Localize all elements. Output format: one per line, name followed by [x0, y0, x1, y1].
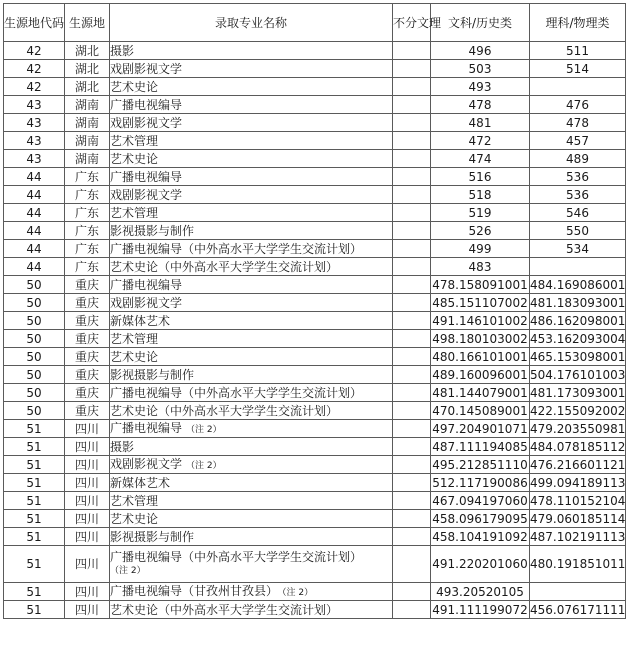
major-name-cell — [110, 168, 393, 186]
major-name-cell — [110, 492, 393, 510]
no-division-score-cell — [393, 222, 431, 240]
major-name: 艺术史论 — [110, 79, 159, 94]
science-physics-score-cell: 534 — [530, 240, 626, 258]
no-division-score-cell — [393, 150, 431, 168]
table-row — [4, 96, 626, 114]
science-physics-score-cell: 422.155092002 — [530, 403, 626, 418]
literature-history-score-cell: 481 — [431, 114, 530, 132]
origin-code-cell: 50 — [4, 294, 65, 312]
origin-code-cell: 44 — [4, 168, 65, 186]
origin-code-cell: 51 — [4, 474, 65, 492]
no-division-score-cell — [393, 528, 431, 546]
major-name: 影视摄影与制作 — [110, 367, 195, 382]
no-division-score-cell — [393, 402, 431, 420]
origin-province-cell: 重庆 — [65, 348, 110, 366]
major-name: 影视摄影与制作 — [110, 223, 195, 238]
footnote-marker: （注 2） — [186, 460, 222, 471]
science-physics-score-cell: 499.094189113 — [530, 475, 626, 490]
origin-code-cell: 50 — [4, 366, 65, 384]
major-name-cell — [110, 402, 393, 420]
major-name: 艺术管理 — [110, 493, 159, 508]
origin-province-cell: 湖南 — [65, 114, 110, 132]
no-division-score-cell — [393, 204, 431, 222]
no-division-score-cell — [393, 601, 431, 619]
major-name: 广播电视编导 — [110, 97, 183, 112]
literature-history-score-cell: 493.20520105 — [431, 583, 530, 601]
literature-history-score-cell: 483 — [431, 258, 530, 276]
table-row — [4, 114, 626, 132]
no-division-score-cell — [393, 168, 431, 186]
origin-code-cell: 51 — [4, 456, 65, 474]
major-name-cell — [110, 384, 393, 402]
table-header — [4, 4, 626, 42]
origin-code-cell: 42 — [4, 42, 65, 60]
literature-history-score-cell: 472 — [431, 132, 530, 150]
no-division-score-cell — [393, 330, 431, 348]
literature-history-score-cell: 458.096179095 — [432, 511, 528, 526]
header-origin-code: 生源地代码 — [4, 4, 65, 42]
major-name-cell — [110, 96, 393, 114]
science-physics-score-cell: 511 — [530, 42, 626, 60]
literature-history-score-cell: 485.151107002 — [432, 295, 528, 310]
no-division-score-cell — [393, 78, 431, 96]
origin-code-cell: 50 — [4, 348, 65, 366]
footnote-marker: （注 2） — [110, 566, 146, 576]
major-name: 广播电视编导 — [110, 420, 183, 435]
origin-province-cell: 湖北 — [65, 78, 110, 96]
no-division-score-cell — [393, 546, 431, 583]
table-row — [4, 348, 626, 366]
literature-history-score-cell: 491.220201060 — [431, 546, 530, 583]
origin-code-cell: 51 — [4, 420, 65, 438]
no-division-score-cell — [393, 276, 431, 294]
literature-history-score-cell: 491.146101002 — [432, 313, 528, 328]
major-name-cell — [110, 546, 393, 583]
table-row — [4, 384, 626, 402]
science-physics-score-cell: 487.102191113 — [530, 529, 626, 544]
table-row — [4, 132, 626, 150]
table-row — [4, 330, 626, 348]
table-row — [4, 420, 626, 438]
science-physics-score-cell: 480.191851011 — [530, 546, 626, 583]
table-row — [4, 528, 626, 546]
major-name: 戏剧影视文学 — [110, 115, 183, 130]
major-name: 摄影 — [110, 439, 135, 454]
origin-code-cell: 50 — [4, 402, 65, 420]
literature-history-score-cell: 503 — [431, 60, 530, 78]
major-name-cell — [110, 114, 393, 132]
table-row — [4, 222, 626, 240]
literature-history-score-cell: 470.145089001 — [432, 403, 528, 418]
major-name: 广播电视编导（中外高水平大学学生交流计划） — [110, 550, 363, 564]
science-physics-score-cell: 479.203550981 — [530, 421, 626, 436]
major-name: 戏剧影视文学 — [110, 187, 183, 202]
major-name: 戏剧影视文学 — [110, 456, 183, 471]
major-name: 戏剧影视文学 — [110, 61, 183, 76]
major-name-cell — [110, 528, 393, 546]
header-literature-history: 文科/历史类 — [431, 4, 530, 42]
major-name: 艺术管理 — [110, 331, 159, 346]
literature-history-score-cell: 518 — [431, 186, 530, 204]
origin-province-cell: 四川 — [65, 510, 110, 528]
major-name: 艺术史论（中外高水平大学学生交流计划） — [110, 259, 339, 274]
major-name: 广播电视编导 — [110, 277, 183, 292]
literature-history-score-cell: 478 — [431, 96, 530, 114]
science-physics-score-cell: 486.162098001 — [530, 313, 626, 328]
origin-province-cell: 广东 — [65, 168, 110, 186]
origin-code-cell: 43 — [4, 150, 65, 168]
literature-history-score-cell: 458.104191092 — [432, 529, 528, 544]
major-name-cell — [110, 438, 393, 456]
major-name: 广播电视编导 — [110, 169, 183, 184]
no-division-score-cell — [393, 240, 431, 258]
literature-history-score-cell: 519 — [431, 204, 530, 222]
origin-province-cell: 四川 — [65, 438, 110, 456]
origin-code-cell: 44 — [4, 222, 65, 240]
major-name-cell — [110, 258, 393, 276]
table-row — [4, 583, 626, 601]
science-physics-score-cell — [530, 78, 626, 96]
origin-code-cell: 50 — [4, 330, 65, 348]
table-row — [4, 456, 626, 474]
origin-province-cell: 湖北 — [65, 42, 110, 60]
no-division-score-cell — [393, 366, 431, 384]
no-division-score-cell — [393, 348, 431, 366]
footnote-marker: （注 2） — [282, 587, 314, 598]
science-physics-score-cell: 478 — [530, 114, 626, 132]
science-physics-score-cell: 453.162093004 — [530, 331, 626, 346]
origin-code-cell: 42 — [4, 78, 65, 96]
origin-province-cell: 四川 — [65, 546, 110, 583]
origin-code-cell: 50 — [4, 384, 65, 402]
table-row — [4, 204, 626, 222]
major-name: 艺术史论 — [110, 511, 159, 526]
no-division-score-cell — [393, 60, 431, 78]
major-name-cell — [110, 222, 393, 240]
major-name-cell — [110, 510, 393, 528]
origin-province-cell: 广东 — [65, 186, 110, 204]
origin-code-cell: 44 — [4, 240, 65, 258]
no-division-score-cell — [393, 384, 431, 402]
table-row — [4, 546, 626, 583]
no-division-score-cell — [393, 132, 431, 150]
literature-history-score-cell: 478.158091001 — [432, 277, 528, 292]
table-row — [4, 492, 626, 510]
origin-code-cell: 50 — [4, 276, 65, 294]
origin-code-cell: 43 — [4, 132, 65, 150]
science-physics-score-cell: 476 — [530, 96, 626, 114]
admission-scores-table — [3, 3, 626, 619]
major-name: 摄影 — [110, 43, 135, 58]
major-name-cell — [110, 240, 393, 258]
table-row — [4, 240, 626, 258]
origin-code-cell: 43 — [4, 96, 65, 114]
major-name-cell — [110, 276, 393, 294]
no-division-score-cell — [393, 510, 431, 528]
header-science-physics: 理科/物理类 — [530, 4, 626, 42]
table-body — [4, 42, 626, 619]
science-physics-score-cell: 514 — [530, 60, 626, 78]
major-name-cell — [110, 456, 393, 474]
no-division-score-cell — [393, 474, 431, 492]
no-division-score-cell — [393, 294, 431, 312]
major-name-cell — [110, 78, 393, 96]
table-row — [4, 168, 626, 186]
origin-province-cell: 四川 — [65, 456, 110, 474]
origin-code-cell: 51 — [4, 601, 65, 619]
origin-province-cell: 重庆 — [65, 312, 110, 330]
no-division-score-cell — [393, 114, 431, 132]
no-division-score-cell — [393, 258, 431, 276]
table-row — [4, 150, 626, 168]
science-physics-score-cell — [530, 583, 626, 601]
table-row — [4, 186, 626, 204]
table-row — [4, 294, 626, 312]
major-name-cell — [110, 366, 393, 384]
table-row — [4, 276, 626, 294]
origin-code-cell: 51 — [4, 510, 65, 528]
major-name-cell — [110, 474, 393, 492]
science-physics-score-cell: 550 — [530, 222, 626, 240]
table-row — [4, 438, 626, 456]
origin-code-cell: 50 — [4, 312, 65, 330]
table-row — [4, 366, 626, 384]
origin-code-cell: 43 — [4, 114, 65, 132]
origin-province-cell: 四川 — [65, 601, 110, 619]
literature-history-score-cell: 489.160096001 — [432, 367, 528, 382]
science-physics-score-cell: 479.060185114 — [530, 511, 626, 526]
no-division-score-cell — [393, 312, 431, 330]
science-physics-score-cell: 504.176101003 — [530, 367, 626, 382]
table-row — [4, 601, 626, 619]
major-name-cell — [110, 294, 393, 312]
major-name-cell — [110, 150, 393, 168]
origin-province-cell: 湖南 — [65, 96, 110, 114]
major-name-cell — [110, 60, 393, 78]
science-physics-score-cell: 476.216601121 — [530, 457, 626, 472]
origin-code-cell: 51 — [4, 492, 65, 510]
table-row — [4, 474, 626, 492]
major-name: 广播电视编导（中外高水平大学学生交流计划） — [110, 241, 363, 256]
origin-code-cell: 51 — [4, 583, 65, 601]
literature-history-score-cell: 487.111194085 — [432, 439, 528, 454]
science-physics-score-cell: 484.078185112 — [530, 439, 626, 454]
science-physics-score-cell — [530, 258, 626, 276]
origin-province-cell: 重庆 — [65, 384, 110, 402]
table-row — [4, 258, 626, 276]
literature-history-score-cell: 526 — [431, 222, 530, 240]
literature-history-score-cell: 499 — [431, 240, 530, 258]
origin-province-cell: 四川 — [65, 492, 110, 510]
header-no-division: 不分文理 — [393, 4, 431, 42]
major-name: 广播电视编导（中外高水平大学学生交流计划） — [110, 385, 363, 400]
origin-code-cell: 44 — [4, 204, 65, 222]
literature-history-score-cell: 480.166101001 — [432, 349, 528, 364]
major-name: 广播电视编导（甘孜州甘孜县） — [110, 583, 279, 598]
origin-code-cell: 51 — [4, 528, 65, 546]
origin-code-cell: 42 — [4, 60, 65, 78]
table-row — [4, 402, 626, 420]
major-name-cell — [110, 42, 393, 60]
origin-province-cell: 湖北 — [65, 60, 110, 78]
no-division-score-cell — [393, 456, 431, 474]
literature-history-score-cell: 467.094197060 — [432, 493, 528, 508]
origin-province-cell: 湖南 — [65, 132, 110, 150]
science-physics-score-cell: 457 — [530, 132, 626, 150]
major-name-cell — [110, 583, 393, 601]
no-division-score-cell — [393, 186, 431, 204]
literature-history-score-cell: 497.204901071 — [432, 421, 528, 436]
literature-history-score-cell: 491.111199072 — [432, 602, 528, 617]
origin-code-cell: 44 — [4, 258, 65, 276]
table-row — [4, 60, 626, 78]
literature-history-score-cell: 512.117190086 — [432, 475, 528, 490]
origin-province-cell: 重庆 — [65, 402, 110, 420]
science-physics-score-cell: 536 — [530, 186, 626, 204]
major-name-cell — [110, 601, 393, 619]
no-division-score-cell — [393, 96, 431, 114]
table-row — [4, 78, 626, 96]
major-name: 新媒体艺术 — [110, 313, 171, 328]
no-division-score-cell — [393, 42, 431, 60]
origin-province-cell: 广东 — [65, 222, 110, 240]
science-physics-score-cell: 481.183093001 — [530, 295, 626, 310]
origin-province-cell: 重庆 — [65, 276, 110, 294]
science-physics-score-cell: 484.169086001 — [530, 277, 626, 292]
origin-code-cell: 51 — [4, 546, 65, 583]
table-row — [4, 510, 626, 528]
footnote-marker: （注 2） — [186, 424, 222, 435]
science-physics-score-cell: 489 — [530, 150, 626, 168]
no-division-score-cell — [393, 492, 431, 510]
origin-province-cell: 重庆 — [65, 294, 110, 312]
origin-province-cell: 广东 — [65, 258, 110, 276]
origin-province-cell: 四川 — [65, 474, 110, 492]
science-physics-score-cell: 478.110152104 — [530, 493, 626, 508]
major-name: 艺术史论（中外高水平大学学生交流计划） — [110, 602, 339, 617]
origin-province-cell: 重庆 — [65, 366, 110, 384]
origin-code-cell: 51 — [4, 438, 65, 456]
literature-history-score-cell: 496 — [431, 42, 530, 60]
origin-province-cell: 四川 — [65, 528, 110, 546]
no-division-score-cell — [393, 438, 431, 456]
literature-history-score-cell: 516 — [431, 168, 530, 186]
major-name: 艺术管理 — [110, 133, 159, 148]
science-physics-score-cell: 456.076171111 — [530, 602, 626, 617]
origin-province-cell: 广东 — [65, 240, 110, 258]
origin-province-cell: 广东 — [65, 204, 110, 222]
origin-province-cell: 湖南 — [65, 150, 110, 168]
origin-province-cell: 重庆 — [65, 330, 110, 348]
literature-history-score-cell: 493 — [431, 78, 530, 96]
table-row — [4, 312, 626, 330]
origin-province-cell: 四川 — [65, 420, 110, 438]
no-division-score-cell — [393, 583, 431, 601]
origin-code-cell: 44 — [4, 186, 65, 204]
major-name: 艺术史论（中外高水平大学学生交流计划） — [110, 403, 339, 418]
science-physics-score-cell: 465.153098001 — [530, 349, 626, 364]
major-name: 影视摄影与制作 — [110, 529, 195, 544]
literature-history-score-cell: 474 — [431, 150, 530, 168]
major-name-cell — [110, 312, 393, 330]
major-name: 戏剧影视文学 — [110, 295, 183, 310]
major-name: 艺术史论 — [110, 349, 159, 364]
major-name-cell — [110, 132, 393, 150]
origin-province-cell: 四川 — [65, 583, 110, 601]
table-row — [4, 42, 626, 60]
major-name-cell — [110, 330, 393, 348]
no-division-score-cell — [393, 420, 431, 438]
science-physics-score-cell: 481.173093001 — [530, 385, 626, 400]
major-name-cell — [110, 348, 393, 366]
major-name-cell — [110, 186, 393, 204]
major-name-cell — [110, 204, 393, 222]
header-origin-province: 生源地 — [65, 4, 110, 42]
science-physics-score-cell: 536 — [530, 168, 626, 186]
literature-history-score-cell: 481.144079001 — [432, 385, 528, 400]
literature-history-score-cell: 495.212851110 — [432, 457, 528, 472]
science-physics-score-cell: 546 — [530, 204, 626, 222]
major-name: 新媒体艺术 — [110, 475, 171, 490]
major-name: 艺术管理 — [110, 205, 159, 220]
major-name: 艺术史论 — [110, 151, 159, 166]
major-name-cell — [110, 420, 393, 438]
header-major-name: 录取专业名称 — [110, 4, 393, 42]
literature-history-score-cell: 498.180103002 — [432, 331, 528, 346]
